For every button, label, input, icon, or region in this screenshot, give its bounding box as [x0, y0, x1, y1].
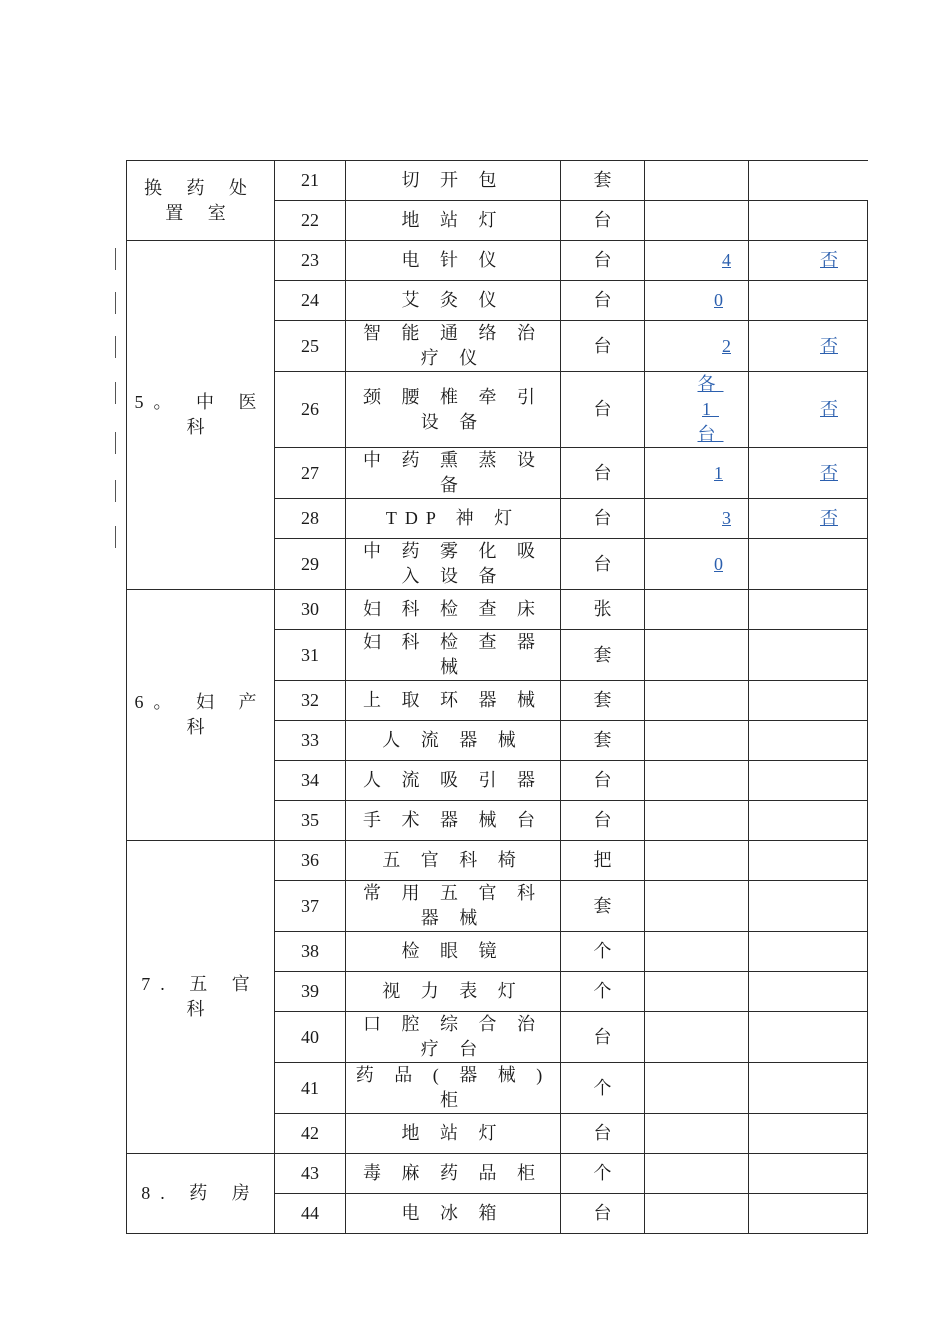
item-qty: [645, 761, 749, 801]
qty-link[interactable]: 0: [714, 290, 723, 310]
item-number: 34: [275, 761, 346, 801]
item-qty: [645, 1114, 749, 1154]
item-number: 31: [275, 630, 346, 681]
item-name: 智 能 通 络 治 疗 仪: [346, 321, 561, 372]
item-name: TDP 神 灯: [346, 499, 561, 539]
item-number: 30: [275, 590, 346, 630]
item-flag: [749, 881, 868, 932]
item-flag: [749, 1154, 868, 1194]
item-unit: 把: [561, 841, 645, 881]
item-qty: [645, 499, 749, 539]
item-name: 切 开 包: [346, 161, 561, 201]
item-name: 常 用 五 官 科 器 械: [346, 881, 561, 932]
qty-link[interactable]: 0: [714, 553, 723, 574]
item-number: 37: [275, 881, 346, 932]
item-name: 药 品 ( 器 械 ) 柜: [346, 1063, 561, 1114]
item-unit: 个: [561, 972, 645, 1012]
item-flag: [749, 201, 868, 241]
item-name: 上 取 环 器 械: [346, 681, 561, 721]
item-unit: 台: [561, 241, 645, 281]
item-unit: 台: [561, 801, 645, 841]
item-flag: [749, 448, 868, 499]
item-unit: 张: [561, 590, 645, 630]
item-unit: 套: [561, 161, 645, 201]
item-name: 电 冰 箱: [346, 1194, 561, 1234]
item-unit: 套: [561, 681, 645, 721]
item-flag: [749, 721, 868, 761]
item-flag: [749, 539, 868, 590]
item-flag: [749, 841, 868, 881]
item-qty: [645, 590, 749, 630]
item-name: 中 药 熏 蒸 设 备: [346, 448, 561, 499]
item-unit: 台: [561, 372, 645, 448]
flag-link[interactable]: 否: [820, 462, 838, 483]
item-flag: [749, 1114, 868, 1154]
item-number: 21: [275, 161, 346, 201]
item-number: 40: [275, 1012, 346, 1063]
item-name: 人 流 器 械: [346, 721, 561, 761]
item-flag: [749, 321, 868, 372]
item-qty: [645, 321, 749, 372]
dept-cell: 7. 五 官 科: [127, 841, 275, 1154]
item-qty: [645, 1154, 749, 1194]
item-flag: [749, 161, 868, 201]
qty-link[interactable]: 4: [722, 250, 731, 270]
item-unit: 台: [561, 539, 645, 590]
item-unit: 台: [561, 448, 645, 499]
qty-link[interactable]: 3: [722, 508, 731, 528]
item-flag: [749, 932, 868, 972]
item-flag: [749, 590, 868, 630]
item-unit: 台: [561, 281, 645, 321]
item-number: 26: [275, 372, 346, 448]
item-flag: [749, 801, 868, 841]
item-number: 32: [275, 681, 346, 721]
item-unit: 台: [561, 1012, 645, 1063]
item-qty: [645, 932, 749, 972]
item-name: 电 针 仪: [346, 241, 561, 281]
item-qty: [645, 681, 749, 721]
item-number: 24: [275, 281, 346, 321]
table-row: [127, 161, 868, 201]
item-number: 36: [275, 841, 346, 881]
item-number: 44: [275, 1194, 346, 1234]
item-name: 五 官 科 椅: [346, 841, 561, 881]
item-unit: 个: [561, 1063, 645, 1114]
item-number: 39: [275, 972, 346, 1012]
item-qty: [645, 201, 749, 241]
item-name: 人 流 吸 引 器: [346, 761, 561, 801]
item-number: 33: [275, 721, 346, 761]
item-number: 27: [275, 448, 346, 499]
dept-cell: 换 药 处 置 室: [127, 161, 275, 241]
item-qty: [645, 241, 749, 281]
item-unit: 台: [561, 321, 645, 372]
item-qty: [645, 801, 749, 841]
item-flag: [749, 630, 868, 681]
item-flag: [749, 761, 868, 801]
item-name: 毒 麻 药 品 柜: [346, 1154, 561, 1194]
table-row: [127, 841, 868, 881]
item-unit: 套: [561, 881, 645, 932]
item-name: 口 腔 综 合 治 疗 台: [346, 1012, 561, 1063]
margin-marks: [115, 248, 117, 548]
item-unit: 台: [561, 201, 645, 241]
item-number: 41: [275, 1063, 346, 1114]
item-qty: [645, 1194, 749, 1234]
item-flag: [749, 681, 868, 721]
table-row: [127, 590, 868, 630]
item-qty: [645, 630, 749, 681]
item-qty: [645, 161, 749, 201]
item-unit: 台: [561, 1194, 645, 1234]
table-row: [127, 1154, 868, 1194]
item-flag: [749, 1194, 868, 1234]
item-number: 42: [275, 1114, 346, 1154]
flag-link[interactable]: 否: [820, 250, 838, 270]
item-number: 43: [275, 1154, 346, 1194]
item-qty: [645, 1063, 749, 1114]
item-number: 38: [275, 932, 346, 972]
qty-link[interactable]: 2: [722, 335, 731, 356]
item-qty: [645, 841, 749, 881]
item-unit: 套: [561, 630, 645, 681]
item-name: 艾 灸 仪: [346, 281, 561, 321]
qty-link[interactable]: 1: [714, 462, 723, 483]
flag-link[interactable]: 否: [820, 508, 838, 528]
dept-cell: 8. 药 房: [127, 1154, 275, 1234]
item-unit: 个: [561, 932, 645, 972]
item-name: 颈 腰 椎 牵 引 设 备: [346, 372, 561, 448]
item-name: 地 站 灯: [346, 201, 561, 241]
qty-link[interactable]: 各 1 台: [697, 374, 724, 444]
item-qty: [645, 281, 749, 321]
item-unit: 台: [561, 761, 645, 801]
item-flag: [749, 1063, 868, 1114]
item-qty: [645, 1012, 749, 1063]
flag-link[interactable]: 否: [820, 335, 838, 356]
equipment-table: [126, 160, 868, 1234]
dept-cell: 5。 中 医 科: [127, 241, 275, 590]
item-qty: [645, 972, 749, 1012]
item-number: 23: [275, 241, 346, 281]
item-name: 视 力 表 灯: [346, 972, 561, 1012]
item-flag: [749, 372, 868, 448]
item-flag: [749, 499, 868, 539]
item-number: 29: [275, 539, 346, 590]
item-qty: [645, 881, 749, 932]
table-row: [127, 241, 868, 281]
item-number: 35: [275, 801, 346, 841]
item-number: 28: [275, 499, 346, 539]
item-name: 地 站 灯: [346, 1114, 561, 1154]
item-name: 妇 科 检 查 器 械: [346, 630, 561, 681]
item-qty: [645, 539, 749, 590]
flag-link[interactable]: 否: [820, 399, 838, 419]
item-unit: 台: [561, 499, 645, 539]
item-flag: [749, 241, 868, 281]
item-name: 中 药 雾 化 吸 入 设 备: [346, 539, 561, 590]
item-qty: [645, 448, 749, 499]
item-number: 22: [275, 201, 346, 241]
item-flag: [749, 1012, 868, 1063]
item-flag: [749, 972, 868, 1012]
dept-cell: 6。 妇 产 科: [127, 590, 275, 841]
item-flag: [749, 281, 868, 321]
item-name: 检 眼 镜: [346, 932, 561, 972]
item-name: 妇 科 检 查 床: [346, 590, 561, 630]
item-unit: 台: [561, 1114, 645, 1154]
item-number: 25: [275, 321, 346, 372]
item-unit: 套: [561, 721, 645, 761]
item-qty: [645, 372, 749, 448]
item-name: 手 术 器 械 台: [346, 801, 561, 841]
item-unit: 个: [561, 1154, 645, 1194]
item-qty: [645, 721, 749, 761]
